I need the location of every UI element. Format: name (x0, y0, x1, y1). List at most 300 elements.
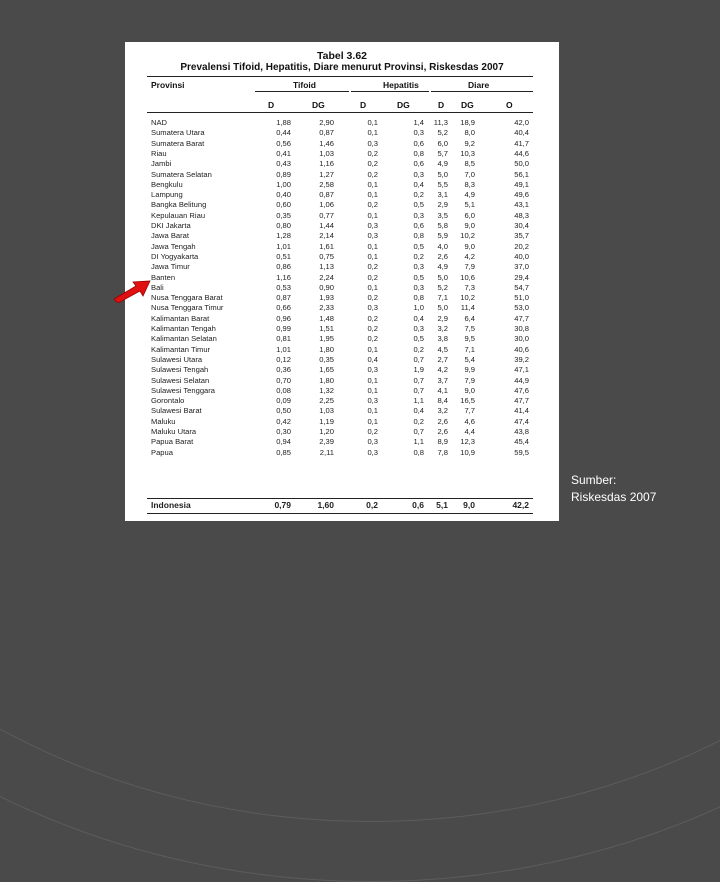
table-cell: 6,0 (437, 138, 448, 148)
table-cell: 0,08 (276, 385, 291, 395)
table-cell: 48,3 (514, 210, 529, 220)
table-cell: 53,0 (514, 303, 529, 313)
subheader-hepatitis-dg: DG (397, 100, 410, 110)
province-name: Jambi (151, 159, 172, 169)
table-cell: 0,8 (413, 293, 424, 303)
table-row (125, 396, 559, 406)
table-row (125, 221, 559, 231)
table-cell: 37,0 (514, 262, 529, 272)
table-row-total (125, 500, 559, 510)
province-name: Maluku (151, 416, 176, 426)
table-cell: 10,6 (460, 272, 475, 282)
table-row (125, 303, 559, 313)
table-cell: 4,2 (464, 251, 475, 261)
table-cell: 0,85 (276, 447, 291, 457)
table-cell: 0,2 (413, 344, 424, 354)
table-cell: 0,8 (413, 231, 424, 241)
table-cell: 59,5 (514, 447, 529, 457)
table-row (125, 283, 559, 293)
table-cell: 0,35 (319, 354, 334, 364)
table-cell: 0,4 (367, 354, 378, 364)
table-cell: 6,4 (464, 313, 475, 323)
table-cell: 1,19 (319, 416, 334, 426)
header-provinsi: Provinsi (151, 80, 185, 90)
table-cell: 0,96 (276, 313, 291, 323)
table-cell: 2,7 (437, 354, 448, 364)
table-cell: 5,2 (437, 282, 448, 292)
table-cell: 0,09 (276, 396, 291, 406)
table-cell: 5,9 (437, 231, 448, 241)
table-subtitle: Prevalensi Tifoid, Hepatitis, Diare menurut Provinsi, Riskesdas 2007 (180, 62, 504, 73)
table-cell: 0,2 (413, 416, 424, 426)
total-value: 0,79 (274, 500, 291, 510)
table-cell: 0,3 (367, 437, 378, 447)
table-row (125, 159, 559, 169)
total-value: 1,60 (317, 500, 334, 510)
table-cell: 0,60 (276, 200, 291, 210)
table-cell: 1,01 (276, 344, 291, 354)
table-cell: 4,0 (437, 241, 448, 251)
table-row (125, 314, 559, 324)
table-cell: 4,2 (437, 365, 448, 375)
table-cell: 0,87 (276, 293, 291, 303)
table-cell: 7,3 (464, 282, 475, 292)
table-cell: 1,1 (413, 437, 424, 447)
province-name: Sumatera Barat (151, 138, 205, 148)
group-rule-hepatitis (351, 91, 429, 92)
province-name: Sulawesi Tengah (151, 365, 209, 375)
table-row (125, 118, 559, 128)
table-cell: 0,2 (413, 190, 424, 200)
table-row (125, 242, 559, 252)
province-name: Riau (151, 148, 167, 158)
total-value: 42,2 (512, 500, 529, 510)
table-cell: 54,7 (514, 282, 529, 292)
table-cell: 2,9 (437, 313, 448, 323)
table-cell: 0,1 (367, 406, 378, 416)
table-cell: 47,4 (514, 416, 529, 426)
table-cell: 20,2 (514, 241, 529, 251)
table-cell: 0,40 (276, 190, 291, 200)
table-cell: 6,0 (464, 210, 475, 220)
province-name: Nusa Tenggara Barat (151, 293, 223, 303)
table-row (125, 180, 559, 190)
table-row (125, 448, 559, 458)
subheader-tifoid-dg: DG (312, 100, 325, 110)
table-cell: 10,3 (460, 148, 475, 158)
province-name: Kalimantan Timur (151, 344, 211, 354)
table-cell: 11,4 (460, 303, 475, 313)
red-arrow-icon (112, 279, 152, 303)
table-cell: 7,1 (464, 344, 475, 354)
table-cell: 0,1 (367, 375, 378, 385)
table-title: Tabel 3.62 (317, 50, 367, 62)
table-cell: 0,3 (413, 324, 424, 333)
table-cell: 0,80 (276, 221, 291, 230)
province-name: Sumatera Utara (151, 128, 205, 138)
table-cell: 0,7 (413, 354, 424, 364)
header-diare: Diare (468, 80, 490, 90)
table-cell: 5,0 (437, 169, 448, 179)
table-cell: 40,4 (514, 128, 529, 138)
table-cell: 39,2 (514, 354, 529, 364)
table-row (125, 139, 559, 149)
table-cell: 0,43 (276, 159, 291, 169)
table-cell: 43,8 (514, 427, 529, 436)
table-row (125, 128, 559, 138)
table-cell: 0,50 (276, 406, 291, 416)
table-cell: 0,7 (413, 427, 424, 436)
header-top-rule (147, 76, 533, 77)
province-name: DKI Jakarta (151, 221, 191, 230)
table-cell: 9,5 (464, 334, 475, 344)
table-cell: 10,2 (460, 293, 475, 303)
table-cell: 0,2 (367, 148, 378, 158)
table-cell: 44,9 (514, 375, 529, 385)
province-name: Bali (151, 282, 164, 292)
table-cell: 1,16 (319, 159, 334, 169)
table-cell: 0,3 (413, 262, 424, 272)
table-cell: 0,2 (367, 169, 378, 179)
table-cell: 1,9 (413, 365, 424, 375)
table-cell: 3,5 (437, 210, 448, 220)
table-cell: 0,75 (319, 251, 334, 261)
total-value: 9,0 (463, 500, 475, 510)
province-name: Maluku Utara (151, 427, 197, 436)
table-cell: 0,89 (276, 169, 291, 179)
table-cell: 0,87 (319, 128, 334, 138)
table-cell: 2,25 (319, 396, 334, 406)
table-cell: 2,58 (319, 179, 334, 189)
table-row (125, 376, 559, 386)
subheader-diare-d: D (438, 100, 445, 110)
table-cell: 8,3 (464, 179, 475, 189)
header-hepatitis: Hepatitis (383, 80, 419, 90)
table-cell: 0,3 (413, 282, 424, 292)
table-cell: 0,2 (367, 200, 378, 210)
subheader-diare-dg: DG (461, 100, 474, 110)
table-cell: 8,4 (437, 396, 448, 406)
table-cell: 4,5 (437, 344, 448, 354)
province-name: Sumatera Selatan (151, 169, 212, 179)
table-cell: 7,5 (464, 324, 475, 333)
table-row (125, 355, 559, 365)
table-cell: 1,44 (319, 221, 334, 230)
province-name: Gorontalo (151, 396, 185, 406)
table-row (125, 324, 559, 334)
table-cell: 1,46 (319, 138, 334, 148)
table-cell: 0,99 (276, 324, 291, 333)
total-value: 0,2 (366, 500, 378, 510)
table-cell: 35,7 (514, 231, 529, 241)
table-cell: 8,0 (464, 128, 475, 138)
province-name: Sulawesi Tenggara (151, 385, 216, 395)
table-cell: 7,9 (464, 262, 475, 272)
table-cell: 1,51 (319, 324, 334, 333)
table-cell: 0,5 (413, 334, 424, 344)
table-cell: 1,28 (276, 231, 291, 241)
table-cell: 0,1 (367, 128, 378, 138)
table-cell: 0,41 (276, 148, 291, 158)
group-rule-tifoid (255, 91, 349, 92)
table-cell: 4,6 (464, 416, 475, 426)
total-top-rule (147, 498, 533, 499)
table-cell: 0,66 (276, 303, 291, 313)
table-cell: 50,0 (514, 159, 529, 169)
total-label: Indonesia (151, 500, 191, 510)
subheader-tifoid-d: D (268, 100, 275, 110)
table-cell: 1,27 (319, 169, 334, 179)
table-cell: 5,0 (437, 272, 448, 282)
province-name: DI Yogyakarta (151, 251, 199, 261)
subheader-diare-o: O (506, 100, 513, 110)
table-row (125, 170, 559, 180)
table-cell: 44,6 (514, 148, 529, 158)
table-cell: 3,1 (437, 190, 448, 200)
table-cell: 43,1 (514, 200, 529, 210)
table-cell: 0,3 (413, 169, 424, 179)
table-cell: 9,0 (464, 385, 475, 395)
table-cell: 5,7 (437, 148, 448, 158)
table-row (125, 293, 559, 303)
table-cell: 7,0 (464, 169, 475, 179)
table-cell: 0,3 (367, 138, 378, 148)
province-name: Papua (151, 447, 173, 457)
province-name: Sulawesi Selatan (151, 375, 210, 385)
table-cell: 1,00 (276, 179, 291, 189)
table-cell: 5,8 (437, 221, 448, 230)
table-cell: 0,3 (367, 303, 378, 313)
table-cell: 0,56 (276, 138, 291, 148)
table-cell: 0,3 (413, 210, 424, 220)
province-name: Jawa Barat (151, 231, 189, 241)
table-row (125, 334, 559, 344)
table-row (125, 231, 559, 241)
province-name: Papua Barat (151, 437, 194, 447)
table-cell: 0,6 (413, 159, 424, 169)
table-cell: 30,0 (514, 334, 529, 344)
table-cell: 0,30 (276, 427, 291, 436)
table-cell: 0,8 (413, 148, 424, 158)
total-value: 5,1 (436, 500, 448, 510)
table-cell: 0,12 (276, 354, 291, 364)
table-row (125, 437, 559, 447)
table-cell: 0,7 (413, 375, 424, 385)
table-cell: 47,6 (514, 385, 529, 395)
province-name: Bengkulu (151, 179, 183, 189)
table-cell: 10,2 (460, 231, 475, 241)
table-row (125, 262, 559, 272)
table-row (125, 417, 559, 427)
table-cell: 5,5 (437, 179, 448, 189)
total-value: 0,6 (412, 500, 424, 510)
table-cell: 1,03 (319, 406, 334, 416)
table-cell: 1,48 (319, 313, 334, 323)
table-cell: 1,16 (276, 272, 291, 282)
table-cell: 0,2 (367, 272, 378, 282)
table-cell: 0,6 (413, 221, 424, 230)
table-bottom-rule (147, 513, 533, 514)
table-cell: 0,2 (367, 334, 378, 344)
table-cell: 1,65 (319, 365, 334, 375)
table-cell: 41,7 (514, 138, 529, 148)
table-cell: 0,77 (319, 210, 334, 220)
table-cell: 4,9 (437, 262, 448, 272)
province-name: Kalimantan Barat (151, 313, 210, 323)
table-cell: 8,5 (464, 159, 475, 169)
table-cell: 7,9 (464, 375, 475, 385)
table-cell: 7,1 (437, 293, 448, 303)
table-row (125, 365, 559, 375)
table-cell: 0,1 (367, 385, 378, 395)
table-cell: 1,0 (413, 303, 424, 313)
table-cell: 0,94 (276, 437, 291, 447)
header-tifoid: Tifoid (293, 80, 316, 90)
table-cell: 4,9 (437, 159, 448, 169)
table-cell: 4,9 (464, 190, 475, 200)
table-cell: 0,2 (367, 324, 378, 333)
table-cell: 0,4 (413, 313, 424, 323)
table-cell: 0,3 (367, 447, 378, 457)
table-cell: 1,06 (319, 200, 334, 210)
table-cell: 0,81 (276, 334, 291, 344)
table-cell: 0,2 (367, 159, 378, 169)
table-cell: 12,3 (460, 437, 475, 447)
table-cell: 29,4 (514, 272, 529, 282)
table-cell: 9,0 (464, 241, 475, 251)
table-cell: 3,2 (437, 324, 448, 333)
table-cell: 3,2 (437, 406, 448, 416)
table-cell: 2,9 (437, 200, 448, 210)
table-row (125, 190, 559, 200)
document-page (125, 42, 559, 521)
table-cell: 0,36 (276, 365, 291, 375)
province-name: Banten (151, 272, 176, 282)
province-name: Jawa Tengah (151, 241, 196, 251)
table-cell: 0,87 (319, 190, 334, 200)
province-name: Kalimantan Selatan (151, 334, 217, 344)
table-cell: 0,90 (319, 282, 334, 292)
table-cell: 49,1 (514, 179, 529, 189)
table-cell: 0,35 (276, 210, 291, 220)
table-row (125, 386, 559, 396)
table-cell: 1,13 (319, 262, 334, 272)
table-cell: 0,3 (367, 221, 378, 230)
table-cell: 2,14 (319, 231, 334, 241)
group-rule-diare (431, 91, 533, 92)
table-cell: 1,80 (319, 344, 334, 354)
table-row (125, 273, 559, 283)
table-cell: 30,4 (514, 221, 529, 230)
table-cell: 0,5 (413, 241, 424, 251)
table-cell: 0,5 (413, 200, 424, 210)
table-cell: 16,5 (460, 396, 475, 406)
table-row (125, 252, 559, 262)
table-cell: 0,6 (413, 138, 424, 148)
table-cell: 0,70 (276, 375, 291, 385)
table-cell: 0,1 (367, 190, 378, 200)
province-name: NAD (151, 118, 168, 127)
table-cell: 0,8 (413, 447, 424, 457)
table-cell: 0,4 (413, 179, 424, 189)
table-cell: 0,86 (276, 262, 291, 272)
table-cell: 1,88 (276, 118, 291, 127)
table-cell: 9,9 (464, 365, 475, 375)
table-row (125, 149, 559, 159)
table-cell: 0,1 (367, 282, 378, 292)
table-cell: 40,0 (514, 251, 529, 261)
table-cell: 5,1 (464, 200, 475, 210)
table-row (125, 200, 559, 210)
table-cell: 47,7 (514, 313, 529, 323)
table-cell: 0,1 (367, 210, 378, 220)
table-cell: 4,4 (464, 427, 475, 436)
table-cell: 2,6 (437, 251, 448, 261)
table-cell: 1,4 (413, 118, 424, 127)
table-cell: 4,1 (437, 385, 448, 395)
table-cell: 1,80 (319, 375, 334, 385)
table-cell: 0,5 (413, 272, 424, 282)
table-cell: 9,2 (464, 138, 475, 148)
province-name: Bangka Belitung (151, 200, 207, 210)
table-cell: 1,20 (319, 427, 334, 436)
table-row (125, 406, 559, 416)
subheader-hepatitis-d: D (360, 100, 367, 110)
table-cell: 47,1 (514, 365, 529, 375)
table-cell: 2,33 (319, 303, 334, 313)
table-cell: 0,3 (367, 231, 378, 241)
province-name: Jawa Timur (151, 262, 190, 272)
table-cell: 1,61 (319, 241, 334, 251)
table-cell: 0,42 (276, 416, 291, 426)
table-cell: 47,7 (514, 396, 529, 406)
province-name: Sulawesi Barat (151, 406, 202, 416)
table-cell: 45,4 (514, 437, 529, 447)
table-cell: 3,7 (437, 375, 448, 385)
table-cell: 2,24 (319, 272, 334, 282)
table-cell: 0,51 (276, 251, 291, 261)
table-cell: 11,3 (433, 118, 448, 127)
table-cell: 2,39 (319, 437, 334, 447)
table-cell: 0,7 (413, 385, 424, 395)
table-cell: 51,0 (514, 293, 529, 303)
source-label: Sumber: (571, 473, 617, 487)
table-cell: 0,3 (367, 365, 378, 375)
table-cell: 0,1 (367, 179, 378, 189)
table-cell: 49,6 (514, 190, 529, 200)
table-cell: 0,3 (413, 128, 424, 138)
table-cell: 0,2 (367, 262, 378, 272)
table-cell: 0,1 (367, 344, 378, 354)
table-cell: 1,03 (319, 148, 334, 158)
table-cell: 0,2 (413, 251, 424, 261)
table-cell: 5,4 (464, 354, 475, 364)
table-row (125, 427, 559, 437)
table-cell: 0,2 (367, 293, 378, 303)
table-cell: 2,90 (319, 118, 334, 127)
table-cell: 0,1 (367, 416, 378, 426)
table-cell: 42,0 (514, 118, 529, 127)
table-cell: 56,1 (514, 169, 529, 179)
table-cell: 1,1 (413, 396, 424, 406)
header-bottom-rule (147, 112, 533, 113)
table-cell: 0,44 (276, 128, 291, 138)
table-cell: 7,7 (464, 406, 475, 416)
source-value: Riskesdas 2007 (571, 490, 657, 504)
table-cell: 2,6 (437, 427, 448, 436)
province-name: Lampung (151, 190, 183, 200)
table-cell: 3,8 (437, 334, 448, 344)
